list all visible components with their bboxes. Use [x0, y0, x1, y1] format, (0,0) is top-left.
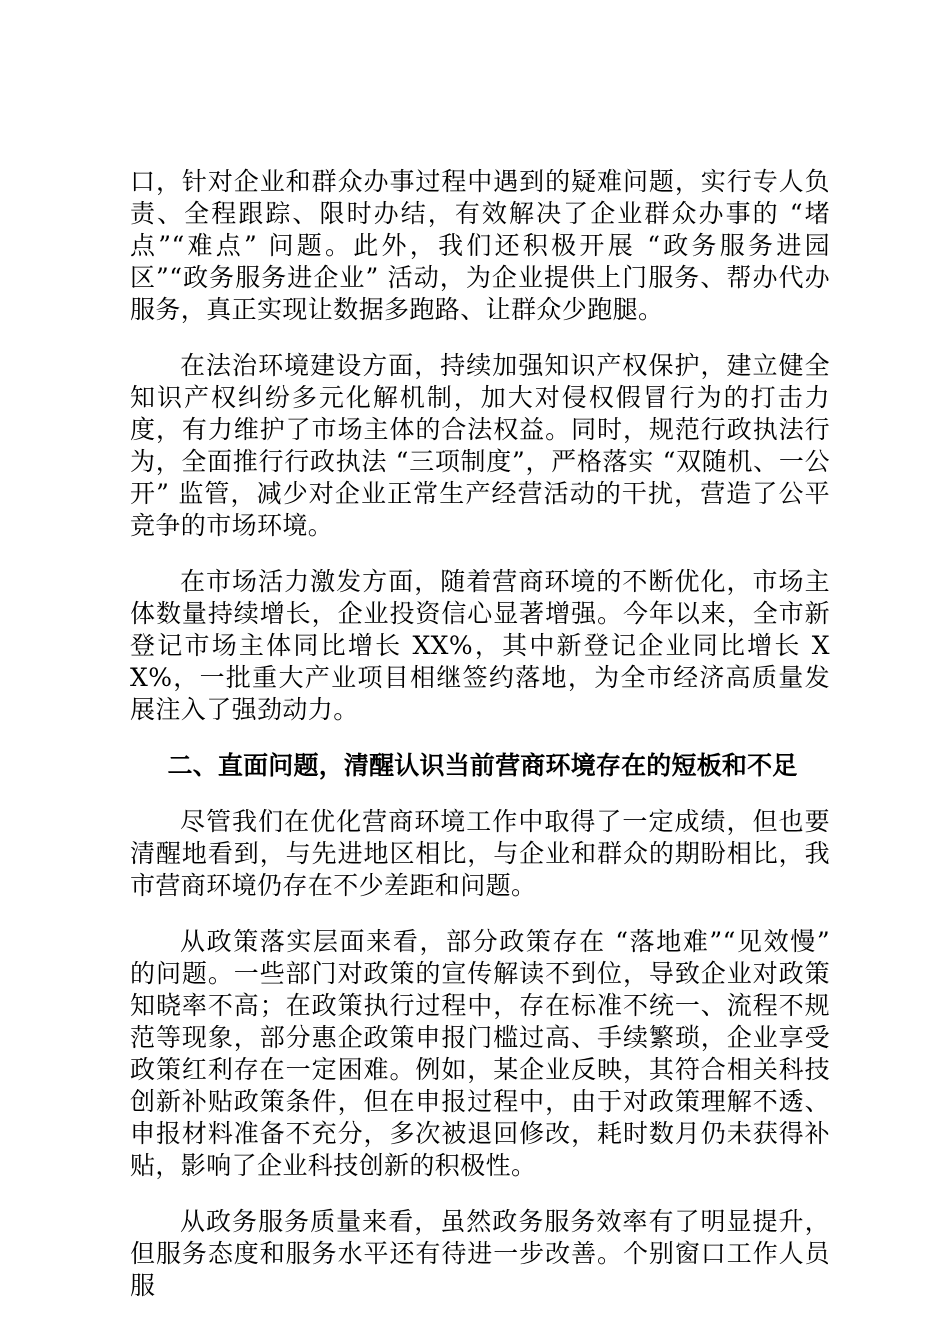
paragraph-service-quality: 从政务服务质量来看，虽然政务服务效率有了明显提升，但服务态度和服务水平还有待进一步改善。个别窗口工作人员服	[130, 1207, 830, 1300]
paragraph-policy-implementation: 从政策落实层面来看，部分政策存在 “落地难”“见效慢” 的问题。一些部门对政策的宣传解读不到位，导致企业对政策知晓率不高；在政策执行过程中，存在标准不统一、流程不规范等现象，部分惠企政策申报门槛过高、手续繁琐，企业享受政策红利存在一定困难。例如，某企业反映，其符合相关科技创新补贴政策条件，但在申报过程中，由于对政策理解不透、申报材料准备不充分，多次被退回修改，耗时数月仍未获得补贴，影响了企业科技创新的积极性。	[130, 927, 830, 1180]
paragraph-market-vitality: 在市场活力激发方面，随着营商环境的不断优化，市场主体数量持续增长，企业投资信心显著增强。今年以来，全市新登记市场主体同比增长 XX%，其中新登记企业同比增长 XX%，一批重大产业项目相继签约落地，为全市经济高质量发展注入了强劲动力。	[130, 567, 830, 724]
paragraph-problems-intro: 尽管我们在优化营商环境工作中取得了一定成绩，但也要清醒地看到，与先进地区相比，与企业和群众的期盼相比，我市营商环境仍存在不少差距和问题。	[130, 807, 830, 900]
paragraph-rule-of-law: 在法治环境建设方面，持续加强知识产权保护，建立健全知识产权纠纷多元化解机制，加大对侵权假冒行为的打击力度，有力维护了市场主体的合法权益。同时，规范行政执法行为，全面推行行政执法 “三项制度”，严格落实 “双随机、一公开” 监管，减少对企业正常生产经营活动的干扰，营造了公平竞争的市场环境。	[130, 351, 830, 540]
paragraph-continuation: 口，针对企业和群众办事过程中遇到的疑难问题，实行专人负责、全程跟踪、限时办结，有效解决了企业群众办事的 “堵点”“难点” 问题。此外，我们还积极开展 “政务服务进园区”“政务服务进企业” 活动，为企业提供上门服务、帮办代办服务，真正实现让数据多跑路、让群众少跑腿。	[130, 167, 830, 324]
section-heading: 二、直面问题，清醒认识当前营商环境存在的短板和不足	[167, 751, 798, 780]
document-body	[130, 166, 830, 1302]
